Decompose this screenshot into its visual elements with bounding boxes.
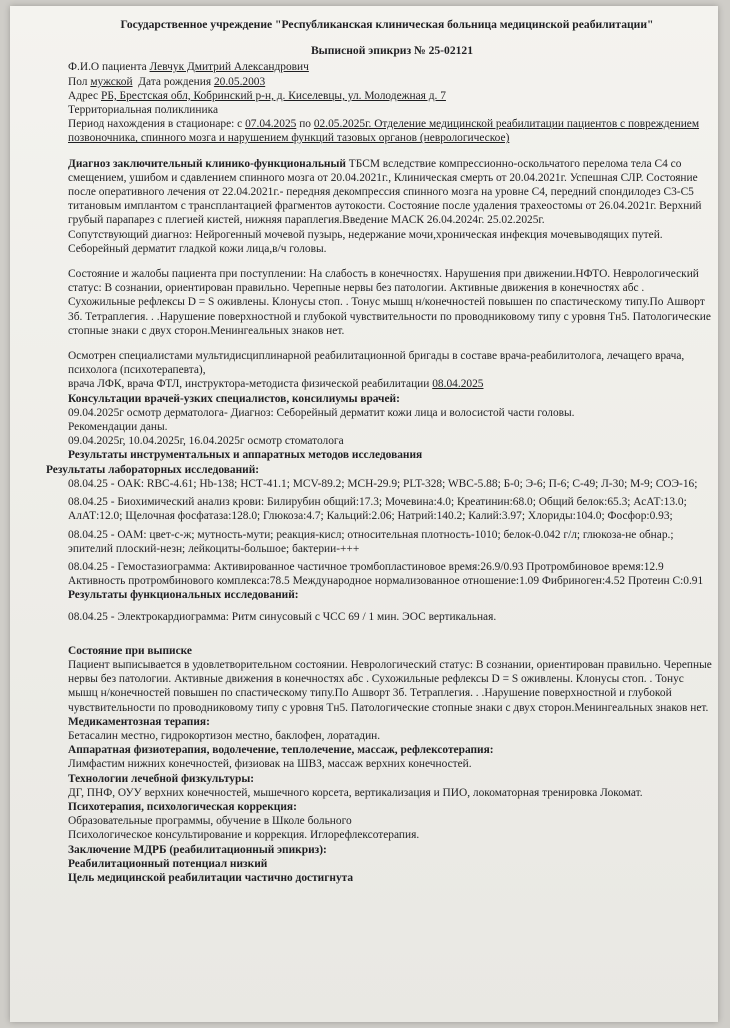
patient-sex: мужской xyxy=(90,75,133,88)
lab-oam: 08.04.25 - ОАМ: цвет-с-ж; мутность-мути; реакция-кисл; относительная плотность-1010; белок-0.042 г/л; глюкоза-не обнар.; эпителий плоский-незн; лейкоциты-большое; бактерии-+++ xyxy=(68,528,674,555)
ecg-result: 08.04.25 - Электрокардиограмма: Ритм синусовый с ЧСС 69 / 1 мин. ЭОС вертикальная. xyxy=(68,610,497,623)
physio-text: Лимфастим нижних конечностей, физиовак на ШВЗ, массаж верхних конечностей. xyxy=(68,758,472,771)
document-content xyxy=(32,16,712,885)
stay-to-label: по xyxy=(299,118,311,131)
drug-therapy-text: Бетасалин местно, гидрокортизон местно, баклофен, лоратадин. xyxy=(68,729,381,742)
institution-header: Государственное учреждение "Республиканская клиническая больница медицинской реабилитации" xyxy=(120,18,654,31)
patient-name-line xyxy=(32,60,712,74)
comorbid-diagnosis: Сопутствующий диагноз: Нейрогенный мочевой пузырь, недержание мочи,хроническая инфекция мочевыводящих путей. Себорейный дерматит гладкой кожи лица,в/ч головы. xyxy=(68,228,663,255)
patient-address-line xyxy=(32,89,712,103)
functional-title: Результаты функциональных исследований: xyxy=(68,589,299,602)
stay-from: 07.04.2025 xyxy=(245,118,297,131)
patient-sex-label: Пол xyxy=(68,75,88,88)
rehab-potential: Реабилитационный потенциал низкий xyxy=(68,857,268,870)
patient-sex-line xyxy=(32,75,712,89)
patient-name: Левчук Дмитрий Александрович xyxy=(149,61,309,74)
patient-clinic: Территориальная поликлиника xyxy=(68,104,218,117)
diagnosis-label: Диагноз заключительный клинико-функциональный xyxy=(68,157,346,170)
stay-label: Период нахождения в стационаре: с xyxy=(68,118,243,131)
diagnosis-text: ТБСМ вследствие компрессионно-оскольчатого перелома тела С4 со смещением, ушибом и сдавлением спинного мозга от 20.04.2021г., Клиническая смерть от 20.04.2021г. Успешная СЛР. Состояние после оперативного лечения от 22.04.2021г.- передняя декомпрессия спинного мозга на уровне С4, передний спондилодез С3-С5 титановым имплантом с трансплантацией фрагментов аутокости. Состояние после удаления трахеостомы от 26.04.2021г. Верхний грубый парапарез с плегией кистей, нижняя параплегия.Введение МАСК 26.04.2024г. 25.02.2025г. xyxy=(68,157,702,227)
consults-line-2: Рекомендации даны. xyxy=(68,421,168,434)
drug-therapy-title: Медикаментозная терапия: xyxy=(68,715,210,728)
stay-to: 02.05.2025г xyxy=(313,118,369,131)
patient-dob-label: Дата рождения xyxy=(138,75,212,88)
lab-title: Результаты лабораторных исследований: xyxy=(46,463,260,476)
consults-line-1: 09.04.2025г осмотр дерматолога- Диагноз: Себорейный дерматит кожи лица и волосистой части головы. xyxy=(68,406,575,419)
document-sheet xyxy=(10,6,718,1022)
psychotherapy-text-1: Образовательные программы, обучение в Школе больного xyxy=(68,815,352,828)
diagnosis-block xyxy=(32,157,712,228)
team-text-2 xyxy=(32,377,712,391)
psychotherapy-title: Психотерапия, психологическая коррекция: xyxy=(68,800,297,813)
consults-line-3: 09.04.2025г, 10.04.2025г, 16.04.2025г осмотр стоматолога xyxy=(68,435,344,448)
discharge-status: Пациент выписывается в удовлетворительном состоянии. Неврологический статус: В сознании, ориентирован правильно. Черепные нервы без патологии. Активные движения в конечностях абс . Сухожильные рефлексы D = S оживлены. Клонусы стоп. . Тонус мышц н/конечностей повышен по спастическому типу.По Ашворт 3б. Тетраплегия. . .Нарушение поверхностной и глубокой чувствительности по проводниковому типу с уровня Тн5. Патологические стопные знаки с двух сторон.Менингеальных знаков нет. xyxy=(68,658,712,714)
rehab-goal: Цель медицинской реабилитации частично достигнута xyxy=(68,871,354,884)
patient-address-label: Адрес xyxy=(68,89,99,102)
team-text: Осмотрен специалистами мультидисциплинарной реабилитационной бригады в составе врача-реабилитолога, лечащего врача, психолога (психотерапевта), xyxy=(68,350,685,377)
stay-period xyxy=(32,117,712,145)
team-text-2-body: врача ЛФК, врача ФТЛ, инструктора-методиста физической реабилитации xyxy=(68,378,430,391)
physio-title: Аппаратная физиотерапия, водолечение, теплолечение, массаж, рефлексотерапия: xyxy=(68,744,494,757)
discharge-title: Состояние при выписке xyxy=(68,644,192,657)
patient-address: РБ, Брестская обл, Кобринский р-н, д. Киселевцы, ул. Молодежная д. 7 xyxy=(100,89,446,102)
mdrb-title: Заключение МДРБ (реабилитационный эпикриз): xyxy=(68,843,327,856)
document-title: Выписной эпикриз № 25-02121 xyxy=(310,44,474,58)
team-date: 08.04.2025 xyxy=(432,378,484,391)
psychotherapy-text-2: Психологическое консультирование и коррекция. Иглорефлексотерапия. xyxy=(68,829,420,842)
instrumental-title: Результаты инструментальных и аппаратных методов исследования xyxy=(68,449,423,462)
lab-biochem: 08.04.25 - Биохимический анализ крови: Билирубин общий:17.3; Мочевина:4.0; Креатинин:68.0; Общий белок:65.3; АсАТ:13.0; АлАТ:12.0; Щелочная фосфатаза:128.0; Глюкоза:4.7; Кальций:2.06; Натрий:140.2; Калий:3.97; Хлориды:104.0; Фосфор:0.93; xyxy=(68,496,687,523)
patient-dob: 20.05.2003 xyxy=(213,75,266,88)
consults-title: Консультации врачей-узких специалистов, консилиумы врачей: xyxy=(68,392,400,405)
stay-department: . Отделение медицинской реабилитации пациентов с повреждением позвоночника, спинного мозга и нарушением функций тазовых органов (неврологическое) xyxy=(68,118,700,145)
patient-name-label: Ф.И.О пациента xyxy=(68,61,147,74)
lfk-text: ДГ, ПНФ, ОУУ верхних конечностей, мышечного корсета, вертикализация и ПИО, локоматорная тренировка Локомат. xyxy=(68,786,643,799)
lfk-title: Технологии лечебной физкультуры: xyxy=(68,772,255,785)
lab-oak: 08.04.25 - ОАК: RBC-4.61; Hb-138; НСТ-41.1; МСV-89.2; МСН-29.9; PLT-328; WBC-5.88; Б-0; Э-6; П-6; С-49; Л-30; М-9; СОЭ-16; xyxy=(68,477,698,490)
lab-hemostasis: 08.04.25 - Гемостазиограмма: Активированное частичное тромбопластиновое время:26.9/0.93 Протромбиновое время:12.9 Активность протромбинового комплекса:78.5 Международное нормализованное отношение:1.09 Фибриноген:4.52 Протеин С:0.91 xyxy=(68,560,704,588)
admission-status: Состояние и жалобы пациента при поступлении: На слабость в конечностях. Нарушения при движении.НФТО. Неврологический статус: В сознании, ориентирован правильно. Черепные нервы без патологии. Активные движения в конечностях абс . Сухожильные рефлексы D = S оживлены. Клонусы стоп. . Тонус мышц н/конечностей повышен по спастическому типу.По Ашворт 3б. Тетраплегия. . .Нарушение поверхностной и глубокой чувствительности по проводниковому типу с уровня Тн5. Патологические стопные знаки с двух сторон.Менингеальных знаков нет. xyxy=(68,268,711,337)
